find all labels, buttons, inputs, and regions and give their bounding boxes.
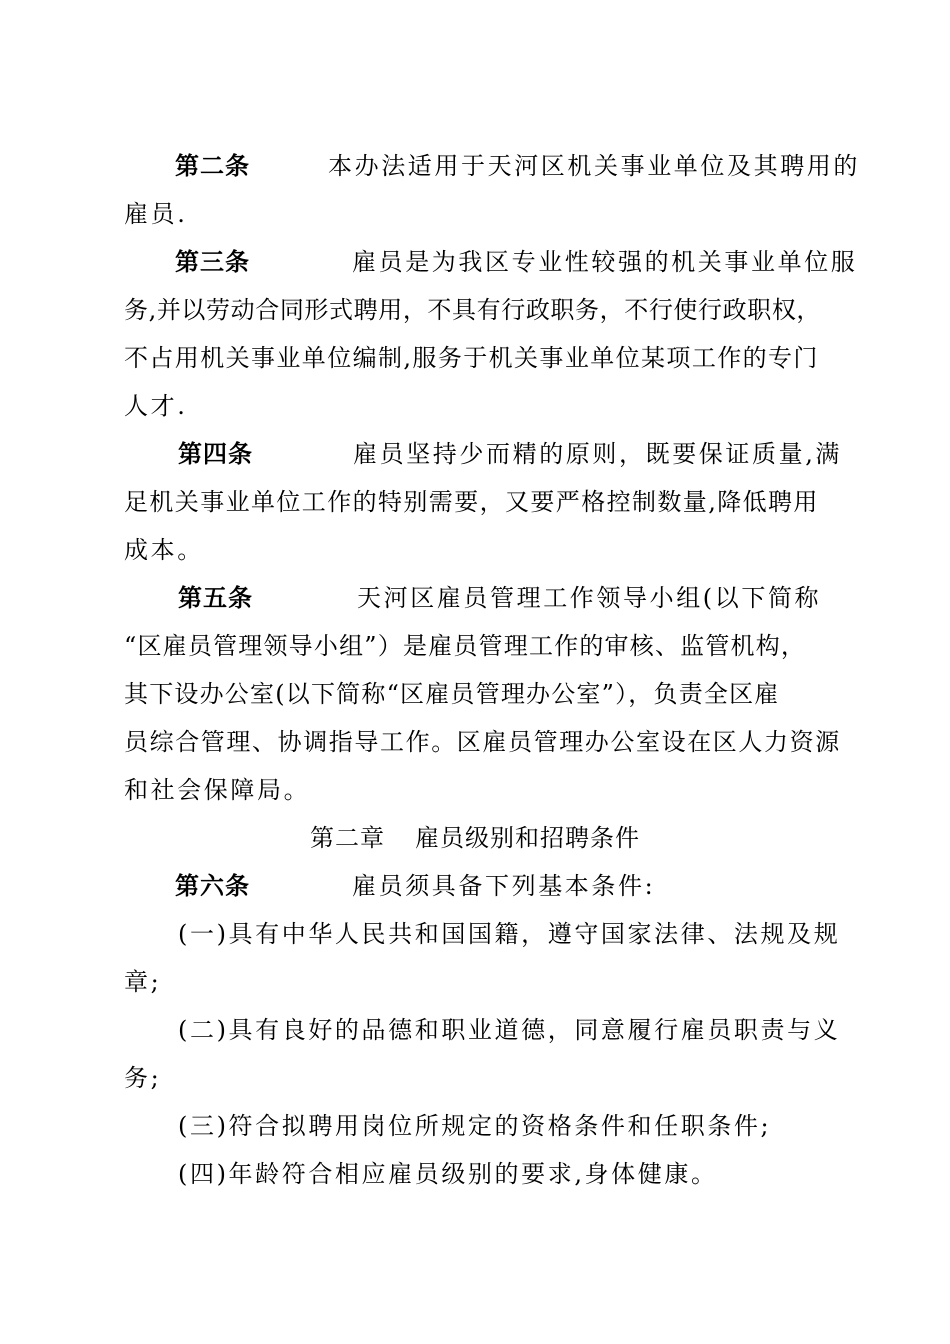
condition-item: (四)年龄符合相应雇员级别的要求,身体健康。 — [178, 1160, 718, 1188]
condition-item: (一)具有中华人民共和国国籍，遵守国家法律、法规及规 — [178, 920, 841, 948]
article-3-line: 人才. — [124, 392, 188, 420]
article-4-label: 第四条 — [178, 440, 253, 468]
condition-item-continuation: 章; — [124, 968, 162, 996]
article-3-first-line — [175, 246, 905, 278]
chapter-title: 雇员级别和招聘条件 — [415, 824, 640, 852]
article-5-first-line — [178, 582, 908, 614]
chapter-heading — [0, 822, 950, 854]
article-2-label: 第二条 — [175, 152, 250, 180]
article-6-intro: 雇员须具备下列基本条件: — [352, 872, 656, 900]
article-4-text: 雇员坚持少而精的原则，既要保证质量,满 — [353, 440, 843, 468]
chapter-number: 第二章 — [310, 824, 385, 852]
article-4-line: 足机关事业单位工作的特别需要，又要严格控制数量,降低聘用 — [124, 488, 819, 516]
article-2-first-line — [175, 150, 905, 182]
article-6-first-line — [175, 870, 905, 902]
article-3-text: 雇员是为我区专业性较强的机关事业单位服 — [352, 248, 858, 276]
article-5-line: 和社会保障局。 — [124, 776, 311, 804]
article-5-line: 其下设办公室(以下简称“区雇员管理办公室”），负责全区雇 — [124, 680, 780, 708]
condition-item: (二)具有良好的品德和职业道德，同意履行雇员职责与义 — [178, 1016, 841, 1044]
article-5-label: 第五条 — [178, 584, 253, 612]
article-4-line: 成本。 — [124, 536, 204, 564]
article-2-text: 本办法适用于天河区机关事业单位及其聘用的 — [328, 152, 860, 180]
condition-item: (三)符合拟聘用岗位所规定的资格条件和任职条件; — [178, 1112, 772, 1140]
article-4-first-line — [178, 438, 908, 470]
article-5-text: 天河区雇员管理工作领导小组(以下简称 — [357, 584, 822, 612]
article-3-label: 第三条 — [175, 248, 250, 276]
condition-item-continuation: 务; — [124, 1064, 162, 1092]
article-5-line: “区雇员管理领导小组”）是雇员管理工作的审核、监管机构， — [124, 632, 807, 660]
article-3-line: 不占用机关事业单位编制,服务于机关事业单位某项工作的专门 — [124, 344, 819, 372]
article-2-line: 雇员. — [124, 200, 188, 228]
article-6-label: 第六条 — [175, 872, 250, 900]
article-3-line: 务,并以劳动合同形式聘用，不具有行政职务，不行使行政职权， — [124, 296, 822, 324]
article-5-line: 员综合管理、协调指导工作。区雇员管理办公室设在区人力资源 — [124, 728, 841, 756]
